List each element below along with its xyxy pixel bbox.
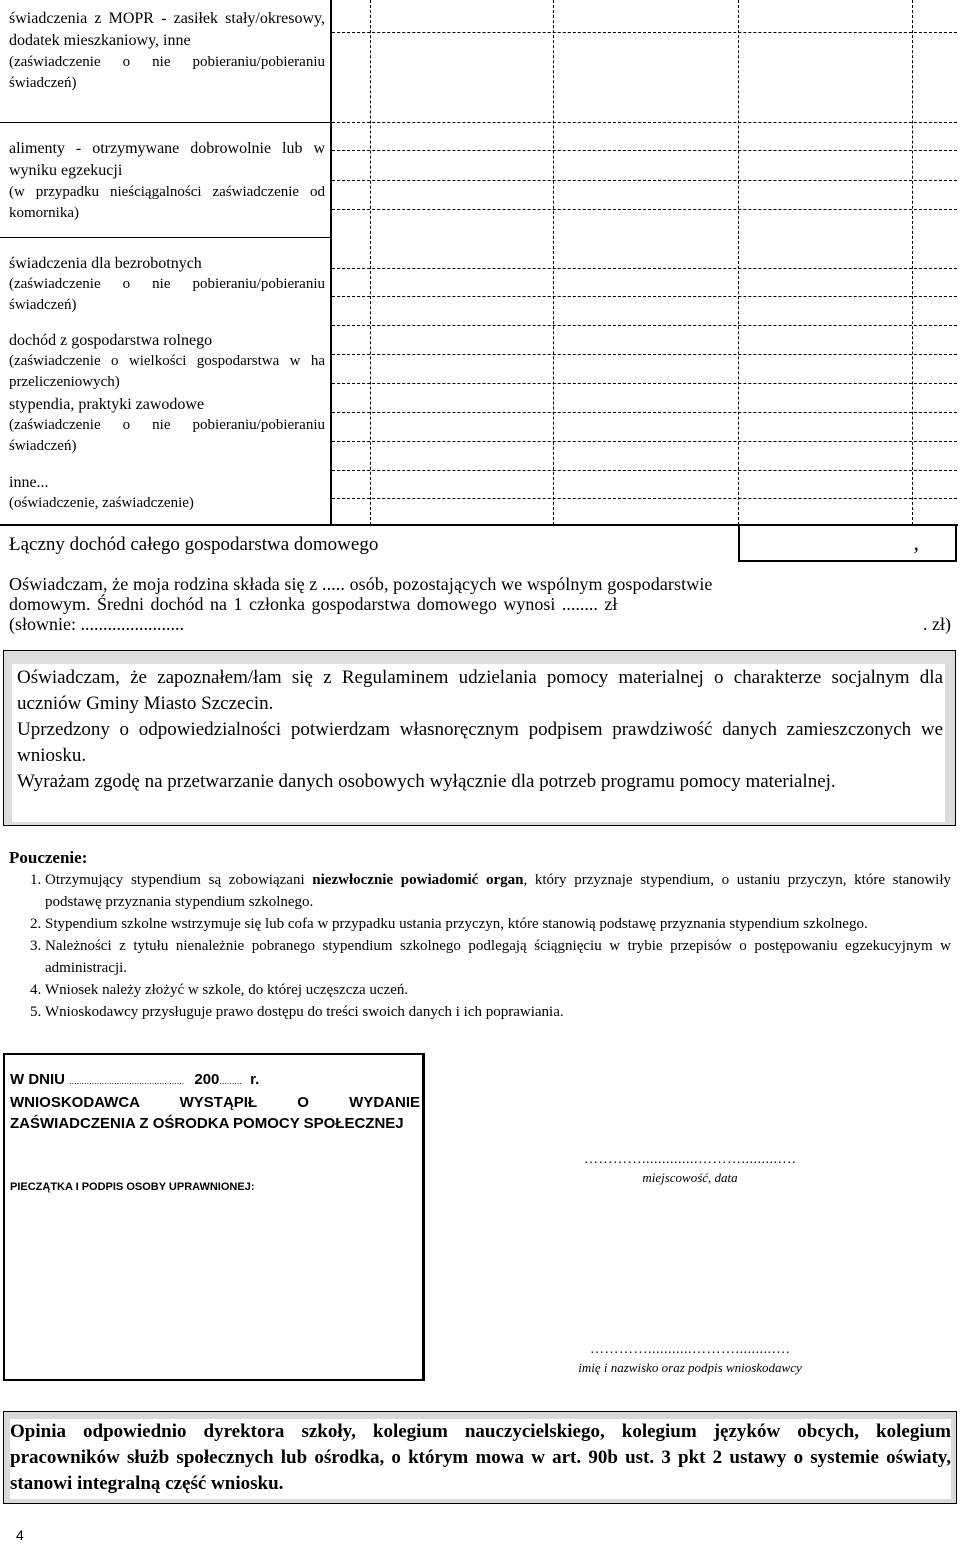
stamp-date-field[interactable]: ..............................................: [69, 1076, 185, 1086]
income-row: [9, 138, 325, 224]
income-row-note: (zaświadczenie o nie pobieraniu/pobieraniu świadczeń): [9, 417, 325, 454]
row-line: [332, 32, 957, 33]
row-line: [332, 209, 957, 210]
row-line: [332, 180, 957, 181]
statements-text: [17, 665, 943, 795]
income-row: [9, 330, 325, 393]
income-row-note: (zaświadczenie o nie pobieraniu/pobieraniu świadczeń): [9, 276, 325, 313]
income-row: [9, 394, 325, 457]
declaration-line: domowym. Średni dochód na 1 członka gospodarstwa domowego wynosi ........ zł: [9, 594, 618, 614]
income-row-note: (w przypadku nieściągalności zaświadczenie od komornika): [9, 184, 325, 221]
statement-regulations: Oświadczam, że zapoznałem/łam się z Regulaminem udzielania pomocy materialnej o charakterze socjalnym dla uczniów Gminy Miasto Szczecin.: [17, 667, 943, 714]
income-row-title: świadczenia dla bezrobotnych: [9, 255, 202, 272]
row-line: [332, 441, 957, 442]
place-date-field[interactable]: …………..............……….........….: [584, 1152, 796, 1167]
income-row: [9, 253, 325, 316]
place-date-signature: [470, 1152, 910, 1186]
applicant-signature: [470, 1342, 910, 1376]
instruction-item: 2. Stypendium szkolne wstrzymuje się lub cofa w przypadku ustania przyczyn, które stanowią podstawę przyznania stypendium szkolnego.: [45, 913, 951, 935]
row-line: [332, 354, 957, 355]
income-row: [9, 8, 325, 94]
column-divider: [738, 0, 739, 525]
instruction-item: 5. Wnioskodawcy przysługuje prawo dostępu do treści swoich danych i ich poprawiania.: [45, 1001, 951, 1023]
income-row-note: (zaświadczenie o nie pobieraniu/pobieraniu świadczeń): [9, 54, 325, 91]
total-income-label: Łączny dochód całego gospodarstwa domowego: [9, 534, 379, 555]
income-row-title: alimenty - otrzymywane dobrowolnie lub w wyniku egzekucji: [9, 140, 325, 179]
stamp-year-field[interactable]: .........: [219, 1076, 242, 1086]
page-number: 4: [16, 1527, 24, 1543]
total-income-value: ,: [913, 530, 919, 555]
instruction-text: , który przyznaje stypendium, o ustaniu przyczyn, które stanowiły podstawę przyznania stypendium szkolnego.: [45, 872, 951, 910]
instruction-item: 4. Wniosek należy złożyć w szkole, do której uczęszcza uczeń.: [45, 979, 951, 1001]
statement-truthfulness: Uprzedzony o odpowiedzialności potwierdzam własnoręcznym podpisem prawdziwość danych zamieszczonych we wniosku.: [17, 719, 943, 766]
income-row-note: (zaświadczenie o wielkości gospodarstwa w ha przeliczeniowych): [9, 353, 325, 390]
declaration-words-field[interactable]: (słownie: .......................: [9, 614, 184, 634]
declaration-line: Oświadczam, że moja rodzina składa się z ..... osób, pozostających we wspólnym gospodarstwie: [9, 574, 713, 594]
total-income-field[interactable]: [738, 524, 957, 562]
income-row-title: świadczenia z MOPR - zasiłek stały/okresowy, dodatek mieszkaniowy, inne: [9, 10, 325, 49]
instruction-text: Otrzymujący stypendium są zobowiązani: [45, 872, 313, 888]
stamp-year-suffix: r.: [250, 1071, 260, 1088]
household-declaration: [9, 574, 951, 634]
row-line: [332, 325, 957, 326]
row-separator: [0, 237, 331, 238]
row-line: [332, 383, 957, 384]
applicant-signature-field[interactable]: …………...........……….........….: [590, 1342, 790, 1357]
instruction-emphasis: niezwłocznie powiadomić organ: [312, 872, 524, 888]
income-row-title: dochód z gospodarstwa rolnego: [9, 332, 213, 349]
row-line: [332, 268, 957, 269]
stamp-date-line: [10, 1071, 259, 1088]
row-line: [332, 296, 957, 297]
column-divider: [553, 0, 554, 525]
row-line: [332, 498, 957, 499]
column-divider: [912, 0, 913, 525]
applicant-signature-label: imię i nazwisko oraz podpis wnioskodawcy: [578, 1360, 802, 1375]
stamp-signature-label: PIECZĄTKA I PODPIS OSOBY UPRAWNIONEJ:: [10, 1181, 255, 1193]
instructions-title: Pouczenie:: [9, 848, 88, 867]
stamp-statement: WNIOSKODAWCA WYSTĄPIŁ O WYDANIE ZAŚWIADCZENIA Z OŚRODKA POMOCY SPOŁECZNEJ: [10, 1094, 420, 1132]
row-line: [332, 150, 957, 151]
row-line: [332, 412, 957, 413]
instructions-section: [9, 847, 951, 1023]
row-line: [332, 122, 957, 123]
declaration-words-end: . zł): [923, 614, 951, 634]
row-separator: [0, 122, 331, 123]
income-row-title: inne...: [9, 474, 49, 491]
instruction-item: [45, 869, 951, 913]
row-line: [332, 470, 957, 471]
column-divider: [370, 0, 371, 525]
opinion-note: Opinia odpowiednio dyrektora szkoły, kolegium nauczycielskiego, kolegium języków obcych, kolegium pracowników służb społecznych lub ośrodka, o którym mowa w art. 90b ust. 3 pkt 2 ustawy o systemie oświaty, stanowi integralną część wniosku.: [10, 1421, 951, 1494]
income-row-note: (oświadczenie, zaświadczenie): [9, 495, 194, 511]
stamp-date-label: W DNIU: [10, 1071, 65, 1088]
stamp-year: 200: [194, 1071, 220, 1088]
statement-data-consent: Wyrażam zgodę na przetwarzanie danych osobowych wyłącznie dla potrzeb programu pomocy materialnej.: [17, 771, 836, 792]
income-row-title: stypendia, praktyki zawodowe: [9, 396, 205, 413]
table-divider: [330, 0, 332, 525]
place-date-label: miejscowość, data: [642, 1170, 738, 1185]
instruction-item: 3. Należności z tytułu nienależnie pobranego stypendium szkolnego podlegają ściągnięciu w trybie przepisów o postępowaniu egzekucyjnym w administracji.: [45, 935, 951, 979]
income-row: [9, 472, 325, 514]
